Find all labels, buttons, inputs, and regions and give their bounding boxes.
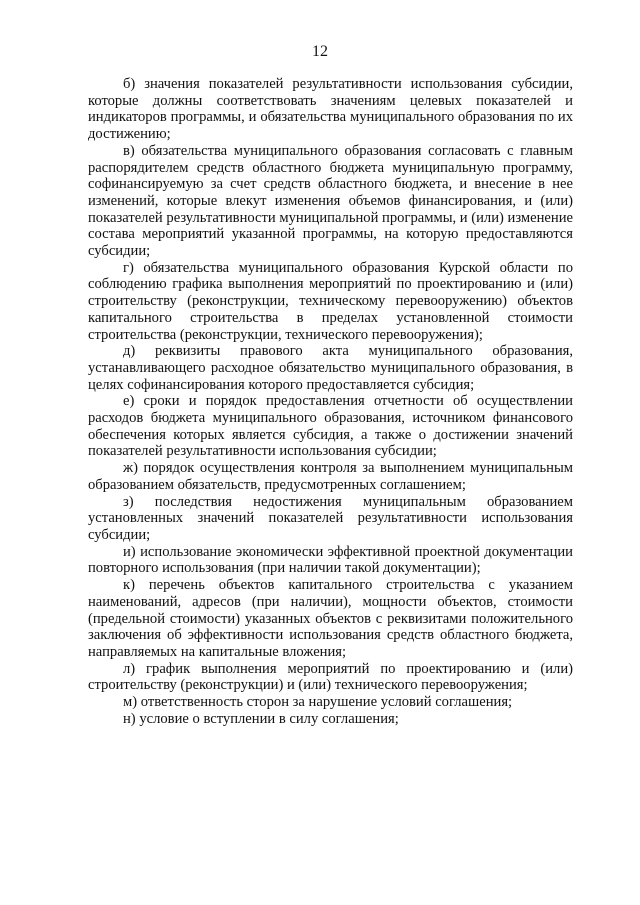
paragraph-i: и) использование экономически эффективной проектной документации повторного использования (при наличии такой документации); xyxy=(88,543,573,577)
paragraph-n: н) условие о вступлении в силу соглашения; xyxy=(123,710,399,727)
paragraph-d: д) реквизиты правового акта муниципального образования, устанавливающего расходное обязательство муниципального образования, в целях софинансирования которого предоставляется субсидия; xyxy=(88,343,573,393)
paragraph-k: к) перечень объектов капитального строительства с указанием наименований, адресов (при наличии), мощности объектов, стоимости (предельной стоимости) указанных объектов с реквизитами положительного заключения об эффективности использования средств областного бюджета, направляемых на капитальные вложения; xyxy=(88,577,573,660)
paragraph-m: м) ответственность сторон за нарушение условий соглашения; xyxy=(123,694,513,711)
paragraph-z: з) последствия недостижения муниципальным образованием установленных значений показателей результативности использования субсидии; xyxy=(88,493,573,543)
page-number: 12 xyxy=(312,43,328,60)
paragraph-v: в) обязательства муниципального образования согласовать с главным распорядителем средств областного бюджета муниципальную программу, софинансируемую за счет средств областного бюджета, и внесение в нее изменений, которые влекут изменения объемов финансирования, и (или) показателей результативности муниципальной программы, и (или) изменение состава мероприятий указанной программы, на которую предоставляются субсидии; xyxy=(88,142,573,260)
paragraph-e: е) сроки и порядок предоставления отчетности об осуществлении расходов бюджета муниципального образования, источником финансового обеспечения которых является субсидия, а также о достижении значений показателей результативности использования субсидии; xyxy=(88,393,573,460)
paragraph-g: г) обязательства муниципального образования Курской области по соблюдению графика выполнения мероприятий по проектированию и (или) строительству (реконструкции, техническому перевооружению) объектов капитального строительства в пределах установленной стоимости строительства (реконструкции, технического перевооружения); xyxy=(88,259,573,343)
paragraph-b: б) значения показателей результативности использования субсидии, которые должны соответствовать значениям целевых показателей и индикаторов программы, и обязательства муниципального образования по их достижению; xyxy=(88,76,573,143)
document-body xyxy=(88,76,573,727)
paragraph-zh: ж) порядок осуществления контроля за выполнением муниципальным образованием обязательств, предусмотренных соглашением; xyxy=(88,460,573,493)
paragraph-l: л) график выполнения мероприятий по проектированию и (или) строительству (реконструкции) и (или) технического перевооружения; xyxy=(88,660,573,694)
